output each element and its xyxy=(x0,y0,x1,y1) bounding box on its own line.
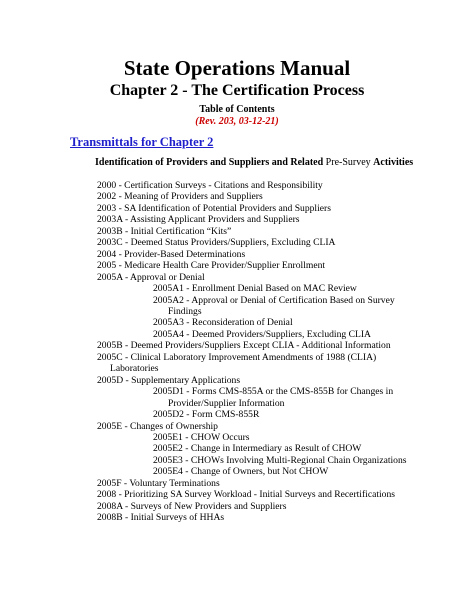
chapter-subtitle: Chapter 2 - The Certification Process xyxy=(109,82,365,99)
toc-entry: 2000 - Certification Surveys - Citations and Responsibility xyxy=(97,180,323,191)
transmittals-link[interactable]: Transmittals for Chapter 2 xyxy=(70,135,214,149)
toc-entry: Laboratories xyxy=(110,363,159,375)
toc-entry: 2003 - SA Identification of Potential Providers and Suppliers xyxy=(97,202,331,214)
toc-list xyxy=(0,180,474,524)
section-heading-bold-tail: Activities xyxy=(373,157,414,168)
toc-entry: 2005A - Approval or Denial xyxy=(97,271,205,283)
toc-entry: 2005 - Medicare Health Care Provider/Supplier Enrollment xyxy=(97,260,326,272)
toc-entry: 2005D - Supplementary Applications xyxy=(97,374,241,386)
section-heading-bold: Identification of Providers and Suppliers and Related xyxy=(95,157,324,168)
toc-entry: 2005C - Clinical Laboratory Improvement Amendments of 1988 (CLIA) xyxy=(97,351,377,363)
toc-entry: 2005E3 - CHOWs Involving Multi-Regional Chain Organizations xyxy=(153,454,407,466)
toc-entry: 2005D1 - Forms CMS-855A or the CMS-855B for Changes in xyxy=(153,386,394,398)
toc-entry: 2005A4 - Deemed Providers/Suppliers, Excluding CLIA xyxy=(153,328,371,340)
toc-entry: 2005D2 - Form CMS-855R xyxy=(153,409,260,421)
toc-entry: 2005E4 - Change of Owners, but Not CHOW xyxy=(153,466,329,478)
toc-entry: 2005F - Voluntary Terminations xyxy=(97,477,220,489)
toc-entry: Findings xyxy=(168,305,202,317)
section-heading-plain: Pre-Survey xyxy=(323,157,374,168)
toc-entry: 2003B - Initial Certification “Kits” xyxy=(97,225,232,237)
toc-entry: 2005B - Deemed Providers/Suppliers Except CLIA - Additional Information xyxy=(97,340,391,352)
toc-entry: 2008A - Surveys of New Providers and Suppliers xyxy=(97,500,287,512)
toc-entry: 2003C - Deemed Status Providers/Suppliers, Excluding CLIA xyxy=(97,237,336,249)
toc-entry: 2005E2 - Change in Intermediary as Result of CHOW xyxy=(153,443,362,455)
page-title: State Operations Manual xyxy=(123,56,351,80)
toc-entry: 2005A1 - Enrollment Denial Based on MAC Review xyxy=(153,283,357,295)
section-heading xyxy=(95,157,413,169)
toc-entry: 2005A2 - Approval or Denial of Certification Based on Survey xyxy=(153,294,395,306)
toc-entry: 2005E - Changes of Ownership xyxy=(97,420,218,432)
toc-heading: Table of Contents xyxy=(199,104,275,115)
toc-entry: 2005E1 - CHOW Occurs xyxy=(153,431,250,443)
toc-entry: 2008B - Initial Surveys of HHAs xyxy=(97,512,225,524)
toc-entry: 2008 - Prioritizing SA Survey Workload - Initial Surveys and Recertifications xyxy=(97,489,396,501)
toc-entry: 2004 - Provider-Based Determinations xyxy=(97,248,246,260)
toc-entry: 2005A3 - Reconsideration of Denial xyxy=(153,317,293,329)
toc-entry: Provider/Supplier Information xyxy=(168,397,285,409)
toc-entry: 2002 - Meaning of Providers and Suppliers xyxy=(97,191,263,203)
toc-entry: 2003A - Assisting Applicant Providers and Suppliers xyxy=(97,214,300,226)
revision-note: (Rev. 203, 03-12-21) xyxy=(195,116,279,127)
